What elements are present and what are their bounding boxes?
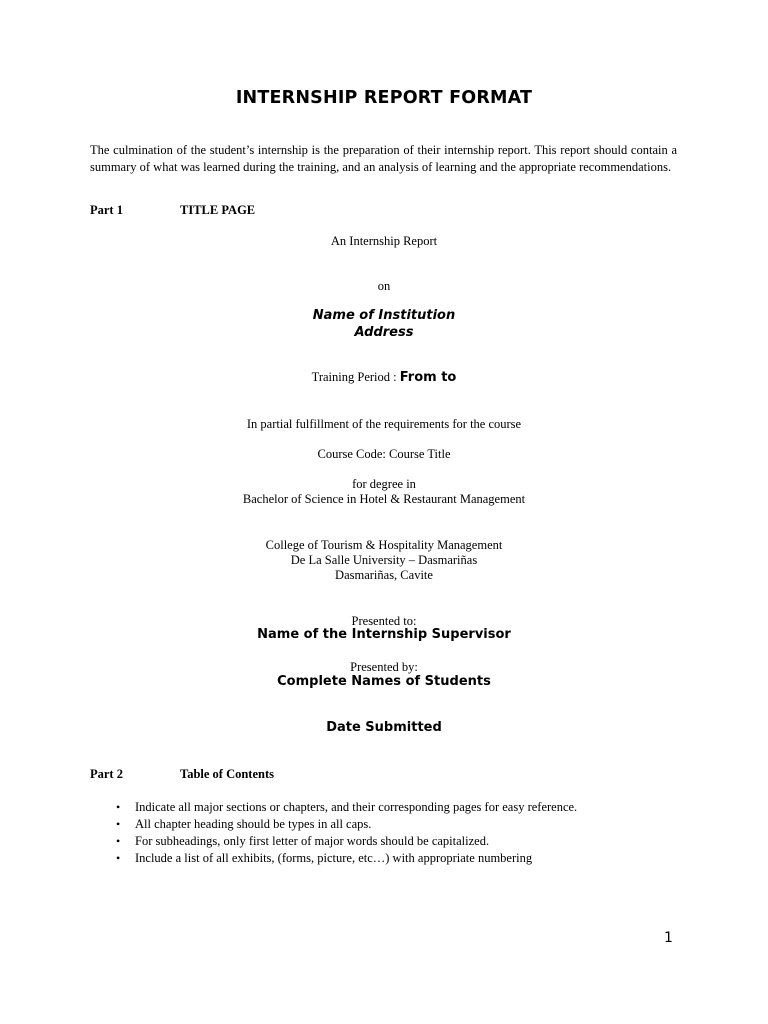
on-line: on xyxy=(377,279,391,293)
intro-paragraph: The culmination of the student’s internship is the preparation of their internship report. This report should contain a summary of what was learned during the training, and an analysis of learning and the appropriate recommendations. xyxy=(90,143,677,174)
training-period-label: Training Period : xyxy=(311,370,400,384)
report-line: An Internship Report xyxy=(330,234,438,248)
part1-number: Part 1 xyxy=(90,203,123,217)
location-line: Dasmariñas, Cavite xyxy=(335,568,433,582)
part1-heading xyxy=(90,203,255,218)
supervisor-name: Name of the Internship Supervisor xyxy=(257,627,511,642)
training-period-value: From to xyxy=(399,370,457,385)
training-period xyxy=(0,370,768,385)
presented-by-label: Presented by: xyxy=(350,660,418,674)
document-title: INTERNSHIP REPORT FORMAT xyxy=(235,88,533,108)
list-item: • Indicate all major sections or chapters, and their corresponding pages for easy reference. xyxy=(116,799,577,816)
degree-for-line: for degree in xyxy=(352,477,416,491)
fulfillment-line: In partial fulfillment of the requirements for the course xyxy=(246,417,522,431)
college-line: College of Tourism & Hospitality Management xyxy=(265,538,503,552)
part2-heading xyxy=(90,767,274,782)
part2-number: Part 2 xyxy=(90,767,123,781)
page-number: 1 xyxy=(664,930,673,946)
part1-title: TITLE PAGE xyxy=(180,203,256,217)
date-submitted: Date Submitted xyxy=(326,720,442,735)
list-item: • For subheadings, only first letter of major words should be capitalized. xyxy=(116,833,577,850)
students-names: Complete Names of Students xyxy=(277,674,491,689)
list-item: • All chapter heading should be types in all caps. xyxy=(116,816,577,833)
list-item: • Include a list of all exhibits, (forms, picture, etc…) with appropriate numbering xyxy=(116,850,577,867)
institution-address: Address xyxy=(354,325,414,340)
university-line: De La Salle University – Dasmariñas xyxy=(290,553,478,567)
course-code-line: Course Code: Course Title xyxy=(317,447,451,461)
degree-line: Bachelor of Science in Hotel & Restaurant Management xyxy=(242,492,526,506)
institution-name: Name of Institution xyxy=(312,308,456,323)
part2-title: Table of Contents xyxy=(180,767,274,781)
toc-bullet-list xyxy=(116,799,577,867)
presented-to-label: Presented to: xyxy=(351,614,417,628)
